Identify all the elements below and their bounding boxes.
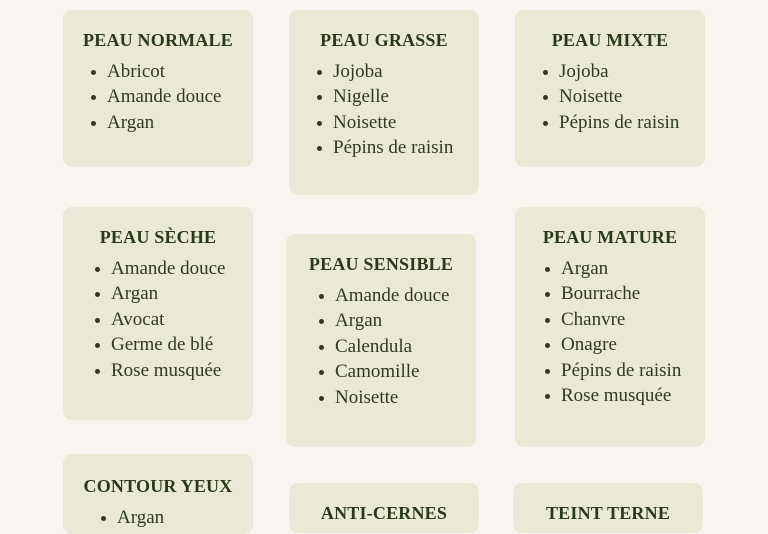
oil-list — [525, 256, 695, 408]
oil-list — [73, 59, 243, 135]
oil-list — [73, 505, 243, 530]
list-item: Argan — [561, 256, 695, 281]
card-peau-grasse — [289, 10, 479, 195]
list-item: Abricot — [107, 59, 243, 84]
list-item: Argan — [335, 308, 466, 333]
list-item: Pépins de raisin — [561, 358, 695, 383]
card-title: PEAU SÈCHE — [99, 227, 217, 247]
list-item: Germe de blé — [111, 332, 243, 357]
card-title: PEAU SENSIBLE — [308, 254, 454, 274]
card-title: PEAU MATURE — [542, 227, 678, 247]
oil-list — [299, 59, 469, 161]
list-item: Jojoba — [559, 59, 695, 84]
list-item: Noisette — [333, 110, 469, 135]
oil-list — [525, 59, 695, 135]
list-item: Pépins de raisin — [333, 135, 469, 160]
list-item: Argan — [107, 110, 243, 135]
list-item: Argan — [117, 505, 243, 530]
list-item: Amande douce — [111, 256, 243, 281]
list-item: Noisette — [559, 84, 695, 109]
list-item: Chanvre — [561, 307, 695, 332]
card-peau-sensible — [286, 234, 476, 447]
list-item: Jojoba — [333, 59, 469, 84]
list-item: Noisette — [335, 385, 466, 410]
card-title: ANTI-CERNES — [320, 503, 448, 523]
list-item: Rose musquée — [111, 358, 243, 383]
list-item: Amande douce — [107, 84, 243, 109]
card-title: PEAU GRASSE — [320, 30, 448, 50]
card-peau-mature — [515, 207, 705, 447]
card-peau-normale — [63, 10, 253, 167]
card-anti-cernes — [289, 483, 479, 533]
list-item: Bourrache — [561, 281, 695, 306]
list-item: Amande douce — [335, 283, 466, 308]
card-peau-seche — [63, 207, 253, 420]
list-item: Avocat — [111, 307, 243, 332]
list-item: Argan — [111, 281, 243, 306]
card-title: TEINT TERNE — [545, 503, 671, 523]
list-item: Nigelle — [333, 84, 469, 109]
card-title: PEAU MIXTE — [551, 30, 669, 50]
oil-list — [73, 256, 243, 383]
card-title: PEAU NORMALE — [83, 30, 233, 50]
list-item: Pépins de raisin — [559, 110, 695, 135]
list-item: Camomille — [335, 359, 466, 384]
card-peau-mixte — [515, 10, 705, 167]
list-item: Onagre — [561, 332, 695, 357]
list-item: Rose musquée — [561, 383, 695, 408]
card-contour-yeux — [63, 454, 253, 534]
card-title: CONTOUR YEUX — [83, 476, 233, 496]
card-teint-terne — [513, 483, 703, 533]
list-item: Calendula — [335, 334, 466, 359]
oil-list — [296, 283, 466, 410]
